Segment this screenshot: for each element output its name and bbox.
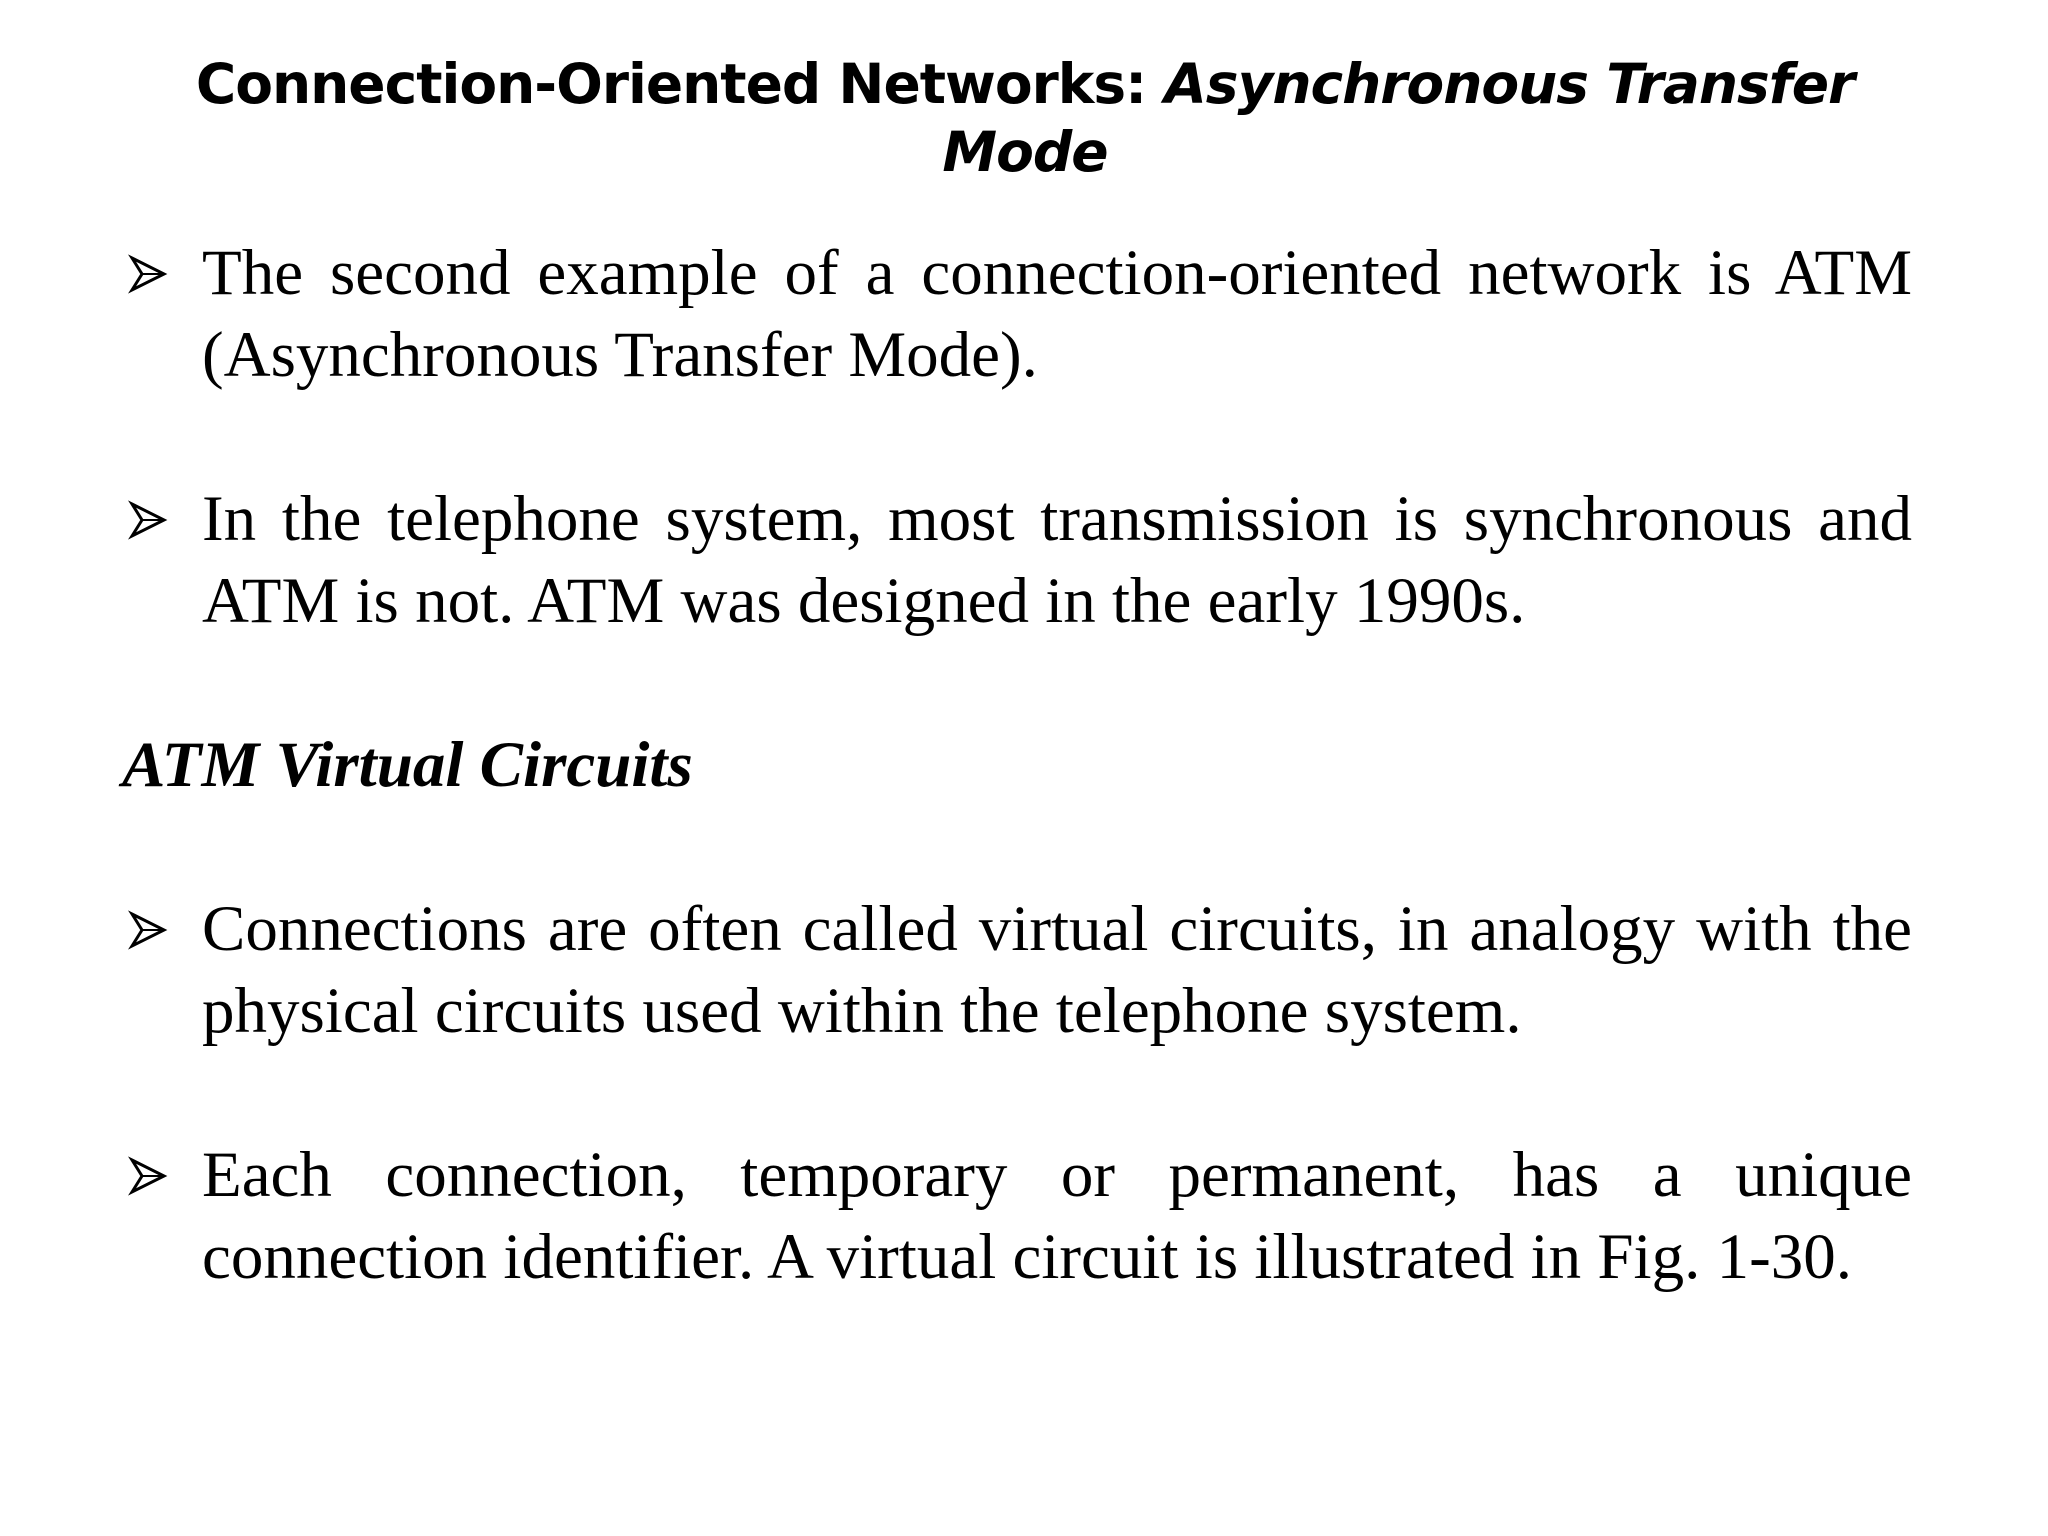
slide-title xyxy=(130,50,1920,186)
bullet-item xyxy=(122,1134,1912,1298)
title-main: Connection-Oriented Networks: xyxy=(195,52,1165,116)
arrowhead-bullet-icon xyxy=(128,910,168,950)
arrowhead-bullet-icon xyxy=(128,500,168,540)
arrowhead-bullet-icon xyxy=(128,1156,168,1196)
bullet-item xyxy=(122,478,1912,642)
bullet-text: Connections are often called virtual circuits, in analogy with the physical circuits used within the telephone system. xyxy=(202,893,1912,1047)
bullet-item xyxy=(122,232,1912,396)
title-italic: Asynchronous Transfer Mode xyxy=(942,52,1855,184)
bullet-text: In the telephone system, most transmission is synchronous and ATM is not. ATM was designed in the early 1990s. xyxy=(202,483,1912,637)
section-subheading: ATM Virtual Circuits xyxy=(122,729,693,801)
bullet-text: Each connection, temporary or permanent, has a unique connection identifier. A virtual circuit is illustrated in Fig. 1-30. xyxy=(202,1139,1912,1293)
bullet-item xyxy=(122,888,1912,1052)
slide-body xyxy=(122,232,1912,1298)
arrowhead-bullet-icon xyxy=(128,254,168,294)
bullet-text: The second example of a connection-oriented network is ATM (Asynchronous Transfer Mode). xyxy=(202,237,1912,391)
